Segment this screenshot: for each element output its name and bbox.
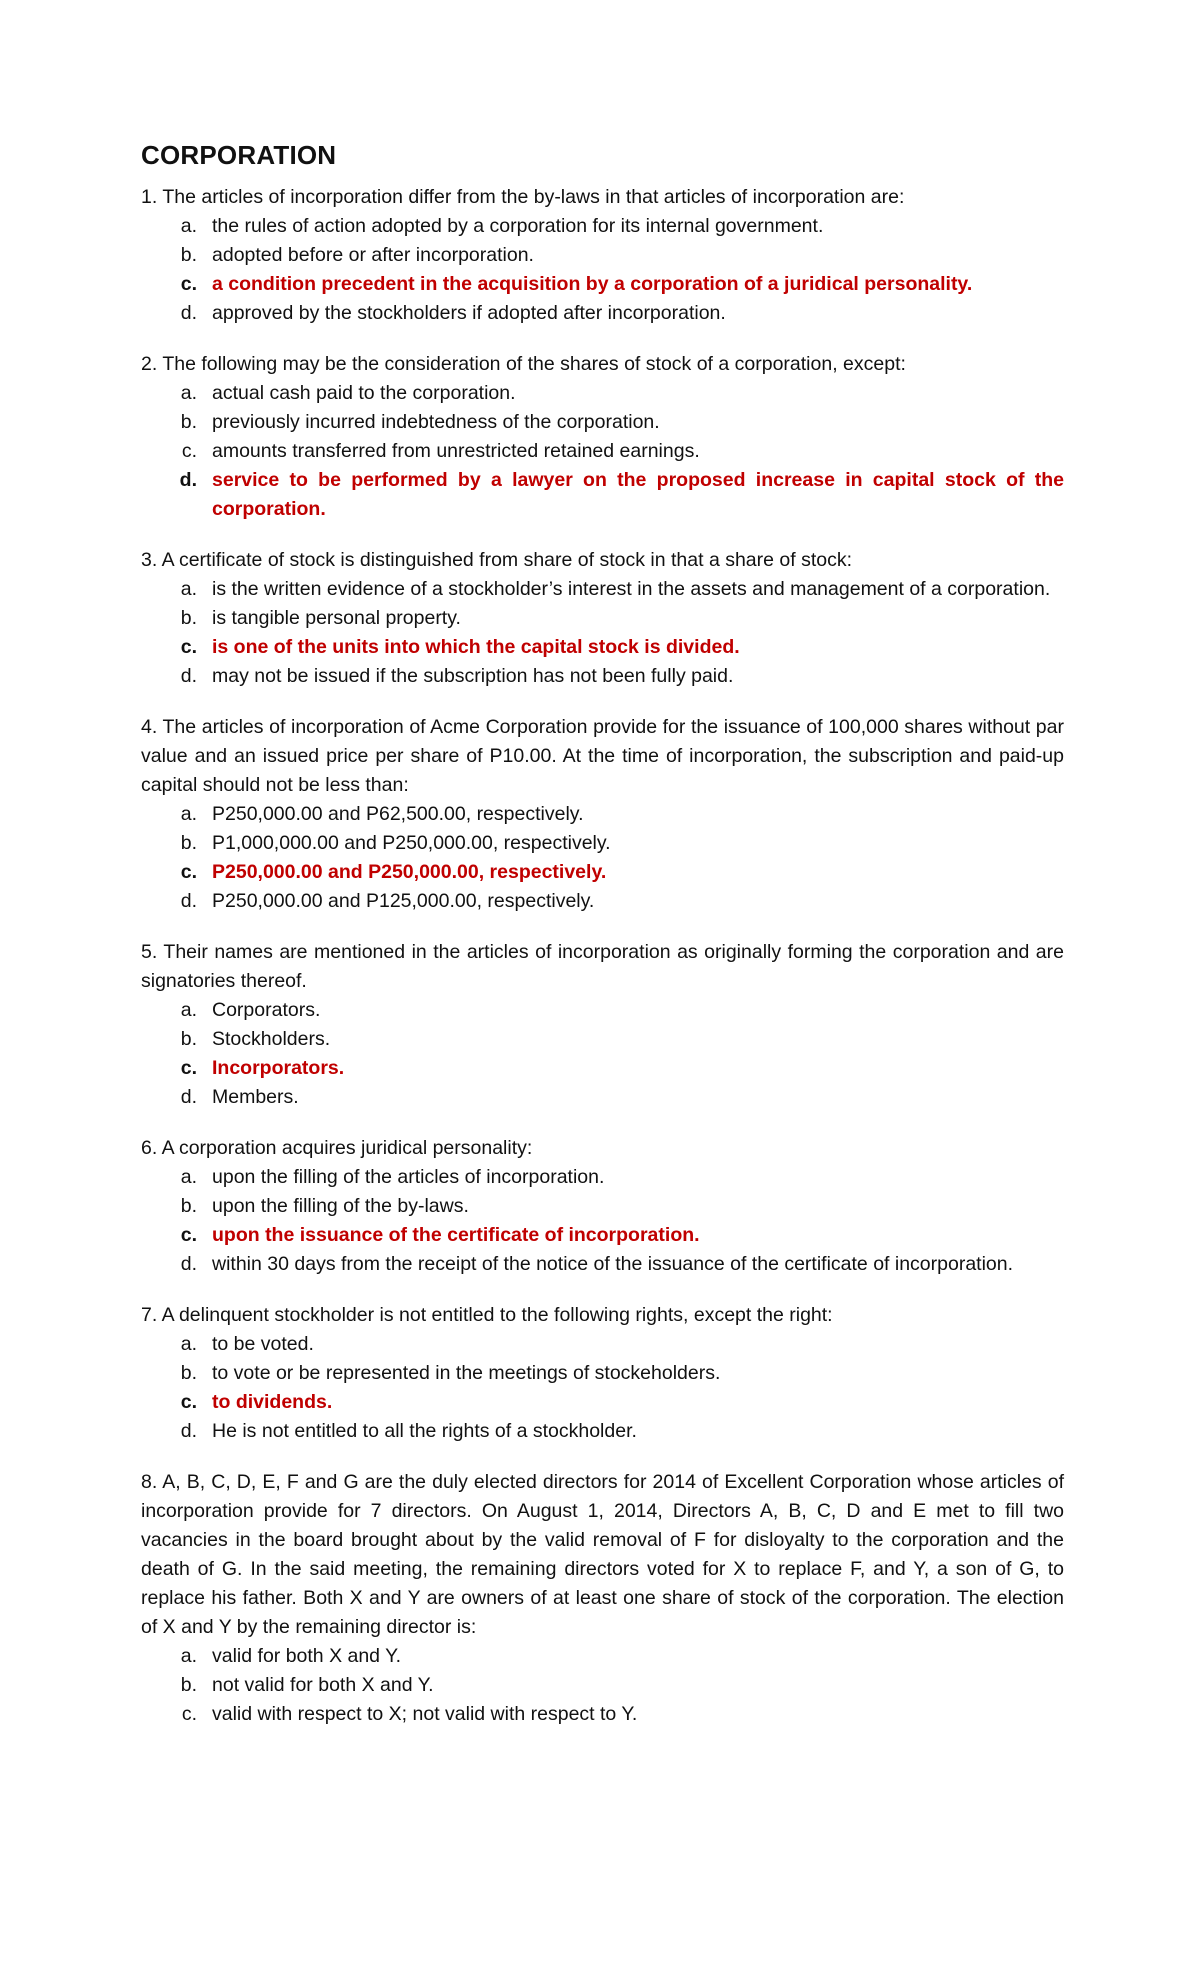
question-stem: 8. A, B, C, D, E, F and G are the duly elected directors for 2014 of Excellent Corporation whose articles of incorporation provide for 7 directors. On August 1, 2014, Directors A, B, C, D and E met to fill two vacancies in the board brought about by the valid removal of F for disloyalty to the corporation and the death of G. In the said meeting, the remaining directors voted for X to replace F, and Y, a son of G, to replace his father. Both X and Y are owners of at least one share of stock of the corporation. The election of X and Y by the remaining director is: <box>141 1471 1064 1638</box>
option-item <box>141 575 1064 604</box>
option-item <box>141 1700 1064 1729</box>
option-letter: c. <box>180 1391 197 1413</box>
option-item <box>141 1083 1064 1112</box>
option-item <box>141 887 1064 916</box>
option-text: to be voted. <box>212 1333 314 1355</box>
answer-option <box>141 270 1064 299</box>
option-item <box>141 662 1064 691</box>
answer-option <box>141 466 1064 524</box>
question-stem: 5. Their names are mentioned in the articles of incorporation as originally forming the corporation and are signatories thereof. <box>141 941 1064 992</box>
option-letter: d. <box>180 1086 197 1108</box>
option-letter: d. <box>180 890 197 912</box>
option-letter: c. <box>180 1057 197 1079</box>
option-letter: a. <box>180 803 197 825</box>
answer-option <box>141 1054 1064 1083</box>
option-text: Stockholders. <box>212 1028 331 1050</box>
question-3 <box>141 546 1064 691</box>
question-stem: 2. The following may be the consideration of the shares of stock of a corporation, except: <box>141 353 906 375</box>
question-8 <box>141 1468 1064 1729</box>
option-letter: d. <box>180 665 197 687</box>
option-text: valid for both X and Y. <box>212 1645 402 1667</box>
option-text: to dividends. <box>212 1391 333 1413</box>
option-text: upon the issuance of the certificate of incorporation. <box>212 1224 700 1246</box>
option-text: is one of the units into which the capital stock is divided. <box>212 636 740 658</box>
option-letter: b. <box>180 1028 197 1050</box>
option-letter: b. <box>180 607 197 629</box>
option-item <box>141 1671 1064 1700</box>
option-letter: a. <box>180 1333 197 1355</box>
option-item <box>141 437 1064 466</box>
option-item <box>141 829 1064 858</box>
option-text: He is not entitled to all the rights of a stockholder. <box>212 1420 637 1442</box>
option-text: P250,000.00 and P62,500.00, respectively. <box>212 803 584 825</box>
option-letter: d. <box>180 1253 197 1275</box>
option-letter: b. <box>180 1362 197 1384</box>
option-letter: c. <box>181 440 197 462</box>
option-list <box>141 996 1064 1112</box>
option-letter: d. <box>180 302 197 324</box>
option-item <box>141 1359 1064 1388</box>
option-item <box>141 379 1064 408</box>
question-stem: 6. A corporation acquires juridical personality: <box>141 1137 533 1159</box>
option-text: Members. <box>212 1086 299 1108</box>
option-item <box>141 1192 1064 1221</box>
question-4 <box>141 713 1064 916</box>
question-stem: 3. A certificate of stock is distinguished from share of stock in that a share of stock: <box>141 549 853 571</box>
option-letter: a. <box>180 1166 197 1188</box>
option-list <box>141 379 1064 524</box>
question-5 <box>141 938 1064 1112</box>
option-text: a condition precedent in the acquisition by a corporation of a juridical personality. <box>212 273 973 295</box>
option-text: actual cash paid to the corporation. <box>212 382 516 404</box>
option-list <box>141 1642 1064 1729</box>
option-letter: c. <box>180 273 197 295</box>
answer-option <box>141 1388 1064 1417</box>
option-text: P250,000.00 and P125,000.00, respectively. <box>212 890 595 912</box>
option-item <box>141 1417 1064 1446</box>
option-text: amounts transferred from unrestricted retained earnings. <box>212 440 700 462</box>
option-letter: b. <box>180 832 197 854</box>
option-letter: a. <box>180 578 197 600</box>
option-text: to vote or be represented in the meetings of stockeholders. <box>212 1362 721 1384</box>
option-letter: c. <box>181 1703 197 1725</box>
option-list <box>141 800 1064 916</box>
option-list <box>141 575 1064 691</box>
question-2 <box>141 350 1064 524</box>
option-item <box>141 1025 1064 1054</box>
option-letter: a. <box>180 999 197 1021</box>
option-text: the rules of action adopted by a corporation for its internal government. <box>212 215 824 237</box>
question-7 <box>141 1301 1064 1446</box>
option-letter: d. <box>179 469 197 491</box>
option-text: not valid for both X and Y. <box>212 1674 434 1696</box>
option-letter: c. <box>180 1224 197 1246</box>
question-stem: 7. A delinquent stockholder is not entitled to the following rights, except the right: <box>141 1304 833 1326</box>
option-item <box>141 408 1064 437</box>
option-text: previously incurred indebtedness of the corporation. <box>212 411 660 433</box>
option-letter: d. <box>180 1420 197 1442</box>
option-text: approved by the stockholders if adopted after incorporation. <box>212 302 726 324</box>
option-text: service to be performed by a lawyer on the proposed increase in capital stock of the corporation. <box>212 469 1064 520</box>
option-letter: a. <box>180 382 197 404</box>
document-page <box>141 140 1064 1751</box>
option-text: P1,000,000.00 and P250,000.00, respectively. <box>212 832 611 854</box>
question-stem: 4. The articles of incorporation of Acme Corporation provide for the issuance of 100,000 shares without par value and an issued price per share of P10.00. At the time of incorporation, the subscription and paid-up capital should not be less than: <box>141 716 1064 796</box>
option-text: may not be issued if the subscription has not been fully paid. <box>212 665 734 687</box>
option-item <box>141 1642 1064 1671</box>
option-text: upon the filling of the articles of incorporation. <box>212 1166 605 1188</box>
option-text: is tangible personal property. <box>212 607 461 629</box>
option-text: adopted before or after incorporation. <box>212 244 534 266</box>
option-letter: b. <box>180 1674 197 1696</box>
option-item <box>141 1330 1064 1359</box>
option-letter: c. <box>180 636 197 658</box>
option-text: Incorporators. <box>212 1057 345 1079</box>
option-text: P250,000.00 and P250,000.00, respectively. <box>212 861 607 883</box>
question-stem: 1. The articles of incorporation differ from the by-laws in that articles of incorporation are: <box>141 186 905 208</box>
option-text: is the written evidence of a stockholder’s interest in the assets and management of a corporation. <box>212 578 1051 600</box>
option-item <box>141 996 1064 1025</box>
option-list <box>141 212 1064 328</box>
option-item <box>141 241 1064 270</box>
option-letter: b. <box>180 411 197 433</box>
option-letter: b. <box>180 1195 197 1217</box>
option-letter: a. <box>180 215 197 237</box>
option-item <box>141 212 1064 241</box>
option-list <box>141 1163 1064 1279</box>
option-letter: b. <box>180 244 197 266</box>
question-1 <box>141 183 1064 328</box>
option-text: valid with respect to X; not valid with respect to Y. <box>212 1703 638 1725</box>
option-text: within 30 days from the receipt of the notice of the issuance of the certificate of incorporation. <box>212 1253 1014 1275</box>
option-letter: c. <box>180 861 197 883</box>
answer-option <box>141 633 1064 662</box>
option-text: upon the filling of the by-laws. <box>212 1195 469 1217</box>
answer-option <box>141 858 1064 887</box>
option-item <box>141 1250 1064 1279</box>
option-item <box>141 800 1064 829</box>
document-title: CORPORATION <box>141 140 337 170</box>
option-item <box>141 299 1064 328</box>
option-letter: a. <box>180 1645 197 1667</box>
answer-option <box>141 1221 1064 1250</box>
question-list <box>141 183 1064 1729</box>
option-list <box>141 1330 1064 1446</box>
option-item <box>141 1163 1064 1192</box>
question-6 <box>141 1134 1064 1279</box>
option-item <box>141 604 1064 633</box>
option-text: Corporators. <box>212 999 321 1021</box>
